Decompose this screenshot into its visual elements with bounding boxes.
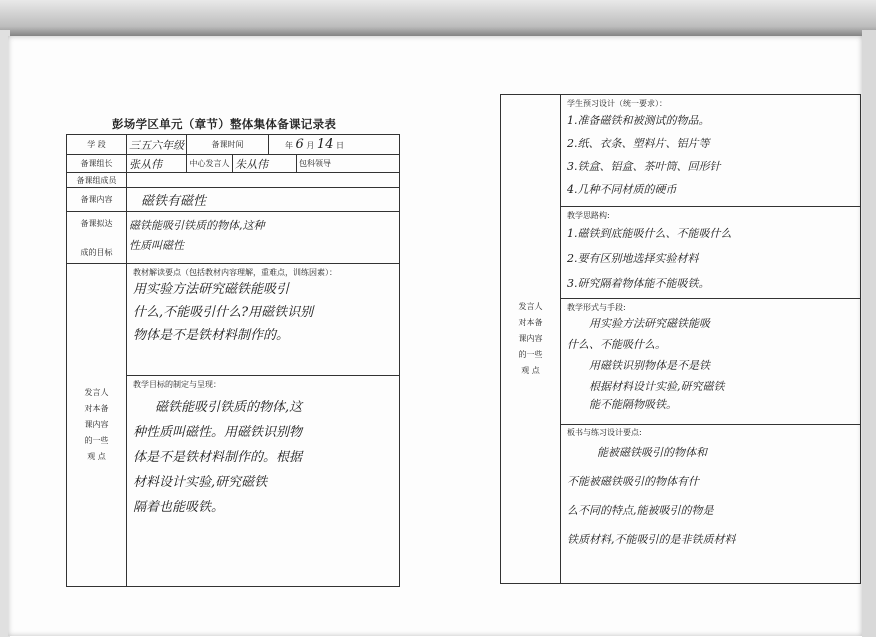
content-value: 磁铁有磁性: [127, 188, 400, 212]
ideas-line: 3.研究隔着物体能不能吸铁。: [567, 277, 710, 290]
time-label: 备课时间: [187, 135, 269, 155]
preview-section: [561, 95, 860, 207]
preview-line: 1.准备磁铁和被测试的物品。: [567, 114, 710, 127]
board-line: 不能被磁铁吸引的物体有什: [567, 475, 699, 488]
method-line: 什么、不能吸什么。: [567, 338, 666, 351]
left-record-table: [66, 134, 400, 587]
row-members: [67, 173, 400, 188]
board-line: 能被磁铁吸引的物体和: [597, 446, 707, 459]
speaker-views-label: 发言人 对本备 课内容 的一些 观 点: [67, 264, 127, 587]
row-leader: [67, 155, 400, 173]
form-title: 彭场学区单元（章节）整体集体备课记录表: [112, 117, 337, 131]
preview-title: 学生预习设计（统一要求）：: [567, 99, 667, 108]
ideas-line: 2.要有区别地选择实验材料: [567, 252, 699, 265]
goal-label: 备课拟达 成的目标: [67, 212, 127, 264]
speaker-views-content: [127, 264, 400, 587]
right-record-table: [500, 94, 861, 584]
ideas-section: [561, 207, 860, 299]
board-title: 板书与练习设计要点:: [567, 428, 642, 437]
objective-section: [127, 376, 399, 520]
method-section: [561, 299, 860, 425]
speaker-value: 朱从伟: [233, 155, 297, 173]
textbook-line: 什么,不能吸引什么?用磁铁识别: [133, 305, 314, 320]
grade-label: 学 段: [67, 135, 127, 155]
row-goal: [67, 212, 400, 264]
textbook-line: 用实验方法研究磁铁能吸引: [133, 282, 290, 297]
objective-line: 种性质叫磁性。用磁铁识别物: [133, 425, 303, 440]
textbook-line: 物体是不是铁材料制作的。: [133, 328, 290, 343]
board-line: 铁质材料,不能吸引的是非铁质材料: [567, 533, 736, 546]
board-line: 么不同的特点,能被吸引的物是: [567, 504, 714, 517]
method-title: 教学形式与手段:: [567, 303, 626, 312]
time-value: 年 6 月 14 日: [269, 135, 400, 155]
objective-line: 体是不是铁材料制作的。根据: [133, 450, 303, 465]
objective-line: 隔着也能吸铁。: [133, 500, 225, 515]
row-grade: [67, 135, 400, 155]
row-right-main: [501, 95, 861, 584]
board-section: [561, 425, 860, 554]
ideas-line: 1.磁铁到底能吸什么、不能吸什么: [567, 227, 732, 240]
row-content: [67, 188, 400, 212]
scanner-edge-right: [862, 30, 876, 637]
method-line: 用实验方法研究磁铁能吸: [589, 317, 710, 330]
leader-label: 备课组长: [67, 155, 127, 173]
method-line: 根据材料设计实验,研究磁铁: [589, 380, 725, 393]
preview-line: 3.铁盒、铝盒、茶叶筒、回形针: [567, 160, 721, 173]
objective-line: 材料设计实验,研究磁铁: [133, 475, 268, 490]
speaker-label: 中心发言人: [187, 155, 233, 173]
right-speaker-views-label: 发言人 对本备 课内容 的一些 观 点: [501, 95, 561, 584]
members-value: [127, 173, 400, 188]
leader-value: 张从伟: [127, 155, 187, 173]
textbook-title: 教材解读要点（包括教材内容理解，重难点，训练因素）：: [133, 268, 337, 277]
textbook-section: [127, 264, 399, 376]
objective-title: 教学目标的制定与呈现：: [133, 380, 221, 389]
method-line: 能不能隔物吸铁。: [589, 398, 677, 411]
content-label: 备课内容: [67, 188, 127, 212]
right-content: [561, 95, 861, 584]
preview-line: 2.纸、衣条、塑料片、铝片等: [567, 137, 710, 150]
method-line: 用磁铁识别物体是不是铁: [589, 359, 710, 372]
goal-value: 磁铁能吸引铁质的物体,这种 性质叫磁性: [127, 212, 400, 264]
ideas-title: 教学思路构:: [567, 211, 610, 220]
members-label: 备课组成员: [67, 173, 127, 188]
objective-line: 磁铁能吸引铁质的物体,这: [155, 400, 303, 415]
grade-value: 三五六年级: [127, 135, 187, 155]
preview-line: 4.几种不同材质的硬币: [567, 183, 677, 196]
supervisor-label: 包科领导: [297, 155, 400, 173]
row-speaker-views: [67, 264, 400, 587]
